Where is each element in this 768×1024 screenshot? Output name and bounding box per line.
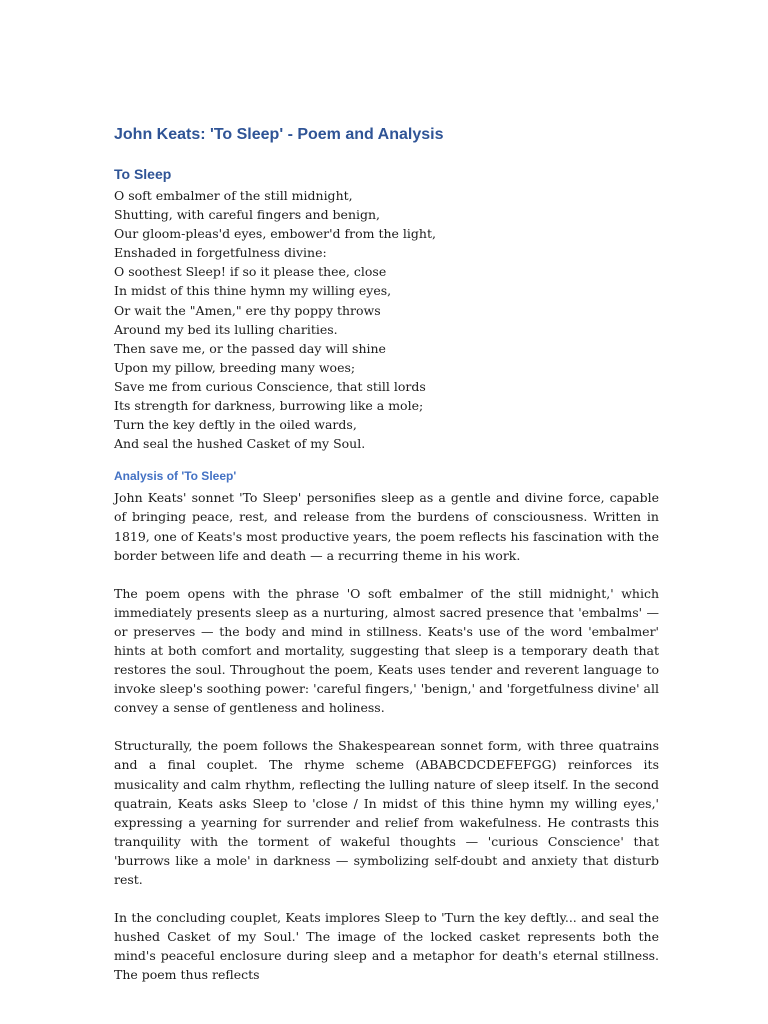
document-title: John Keats: 'To Sleep' - Poem and Analysis [114, 126, 444, 143]
analysis-paragraph-4: In the concluding couplet, Keats implores Sleep to 'Turn the key deftly... and seal the hushed Casket of my Soul.' The image of the locked casket represents both the mind's peaceful enclosure during sleep and a metaphor for death's eternal stillness. The poem thus reflects [114, 910, 659, 983]
poem-body [114, 186, 659, 453]
document-page [114, 124, 659, 1003]
poem-heading: To Sleep [114, 166, 172, 182]
poem-line: And seal the hushed Casket of my Soul. [114, 436, 366, 452]
poem-line: In midst of this thine hymn my willing eyes, [114, 283, 392, 299]
analysis-paragraph-3: Structurally, the poem follows the Shakespearean sonnet form, with three quatrains and a final couplet. The rhyme scheme (ABABCDCDEFEFGG) reinforces its musicality and calm rhythm, reflecting the lulling nature of sleep itself. In the second quatrain, Keats asks Sleep to 'close / In midst of this thine hymn my willing eyes,' expressing a yearning for surrender and relief from wakefulness. He contrasts this tranquility with the torment of wakeful thoughts — 'curious Conscience' that 'burrows like a mole' in darkness — symbolizing self-doubt and anxiety that disturb rest. [114, 738, 659, 887]
poem-line: Then save me, or the passed day will shine [114, 340, 386, 356]
analysis-heading: Analysis of 'To Sleep' [114, 469, 237, 484]
poem-line: Our gloom-pleas'd eyes, embower'd from the light, [114, 226, 436, 242]
poem-line: Upon my pillow, breeding many woes; [114, 359, 356, 375]
poem-line: O soft embalmer of the still midnight, [114, 188, 353, 203]
analysis-paragraph-2: The poem opens with the phrase 'O soft embalmer of the still midnight,' which immediately presents sleep as a nurturing, almost sacred presence that 'embalms' — or preserves — the body and mind in stillness. Keats's use of the word 'embalmer' hints at both comfort and mortality, suggesting that sleep is a temporary death that restores the soul. Throughout the poem, Keats uses tender and reverent language to invoke sleep's soothing power: 'careful fingers,' 'benign,' and 'forgetfulness divine' all convey a sense of gentleness and holiness. [114, 585, 659, 716]
poem-line: Or wait the "Amen," ere thy poppy throws [114, 302, 381, 318]
poem-line: Enshaded in forgetfulness divine: [114, 245, 327, 261]
analysis-paragraph-1: John Keats' sonnet 'To Sleep' personifies sleep as a gentle and divine force, capable of bringing peace, rest, and release from the burdens of consciousness. Written in 1819, one of Keats's most productive years, the poem reflects his fascination with the border between life and death — a recurring theme in his work. [114, 490, 659, 563]
poem-line: Turn the key deftly in the oiled wards, [114, 417, 357, 433]
poem-line: O soothest Sleep! if so it please thee, close [114, 264, 387, 280]
poem-line: Save me from curious Conscience, that still lords [114, 378, 426, 394]
poem-line: Shutting, with careful fingers and benign, [114, 207, 381, 223]
poem-line: Around my bed its lulling charities. [114, 321, 338, 337]
poem-line: Its strength for darkness, burrowing like a mole; [114, 398, 424, 414]
